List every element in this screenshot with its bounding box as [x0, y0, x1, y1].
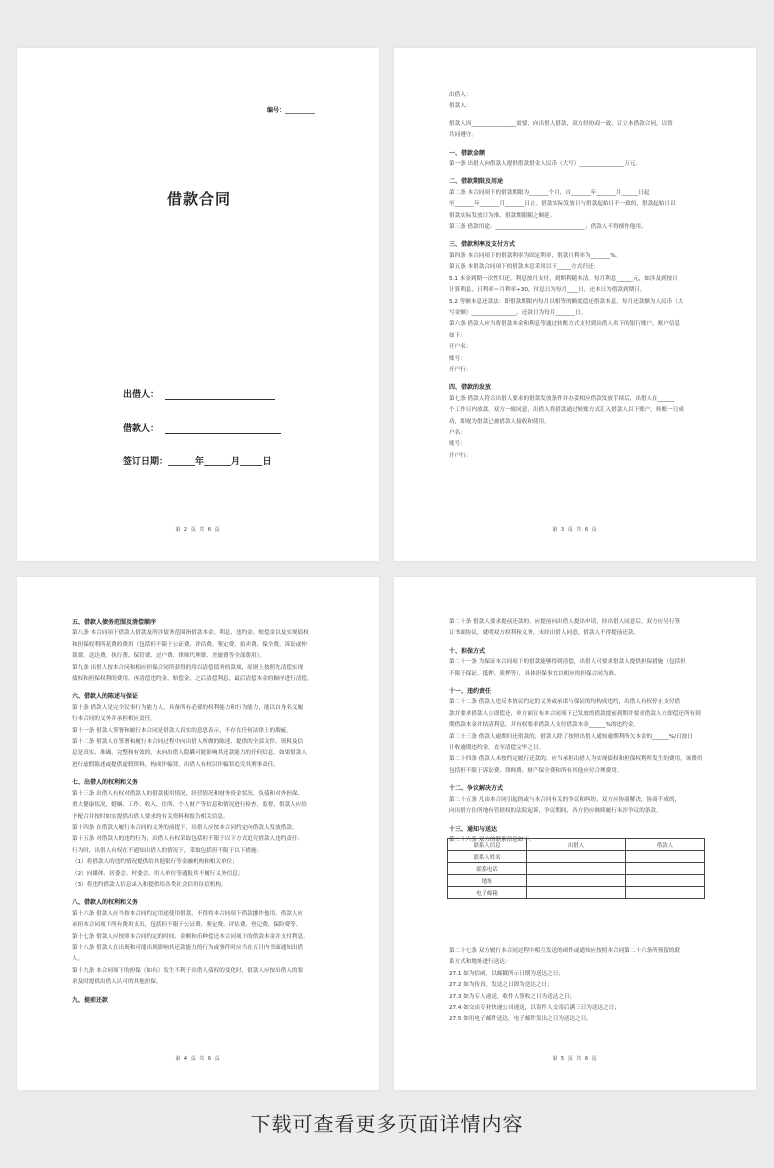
- paragraph-line: 第十五条 对借款人的违约行为，出借人有权采取包括但不限于以下方式追究借款人违约责任：: [72, 836, 304, 843]
- document-page-2: [394, 48, 756, 561]
- paragraph-line: 第二十四条 借款人未按约定履行还款的，应当承担出借人为实现债权和担保权利所发生的费用，该费用: [449, 756, 703, 763]
- paragraph-line: 债权和担保权利的费用，再清偿违约金、赔偿金，之后清偿利息，最后清偿本金的顺序进行清偿。: [72, 676, 313, 683]
- page-body-top: [449, 617, 714, 846]
- paragraph-line: 第二十六条 双方的联系信息如下：: [449, 836, 535, 843]
- table-row: [448, 851, 705, 863]
- paragraph-line: 不限于保证、抵押、质押等），具体担保事宜以相应的担保合同为准。: [449, 670, 620, 677]
- paragraph-line: 息是真实、准确、完整和有效的，未向出借人隐瞒可能影响其还款能力的任何信息。如果借款人: [72, 750, 307, 757]
- table-header-cell: 借款人: [626, 839, 705, 851]
- paragraph-line: 裁费、送达费、执行费、保管费、过户费、律师代理费、差旅费等全部费用）。: [72, 653, 265, 660]
- page-number: 第 4 页 共 6 页: [175, 1056, 221, 1062]
- paragraph-line: 第十四条 在借款人履行本合同的义务的前提下，出借人应按本合同约定向借款人发放借款。: [72, 824, 298, 831]
- table-cell: [626, 863, 705, 875]
- paragraph-line: 重大健康状况、婚姻、工作、收入、住所、个人财产等信息和情况进行检查、监督，借款人应给: [72, 802, 307, 809]
- paragraph-line: 功，即视为借款已被借款人接收和使用。: [449, 418, 550, 425]
- table-cell: [626, 851, 705, 863]
- table-row: [448, 887, 705, 899]
- page-number: 第 5 页 共 6 页: [552, 1056, 598, 1062]
- paragraph-line: 计收逾期违约金，直至清偿完毕之日。: [449, 745, 545, 752]
- paragraph-line: 第二十一条 为保证本合同项下的借款能够得到清偿，出借人可要求借款人提供担保措施（包括但: [449, 659, 686, 666]
- contact-info-table: [447, 838, 705, 899]
- table-header-cell: 出借人: [527, 839, 626, 851]
- table-cell: [527, 851, 626, 863]
- borrower-signature-line: [123, 421, 281, 434]
- paragraph-line: 户名：: [449, 429, 466, 436]
- paragraph-line: 写金额）________________，还款日为每月_______日。: [449, 309, 587, 316]
- section-heading: 三、借款利率及支付方式: [449, 241, 516, 249]
- paragraph-line: 账号：: [449, 441, 466, 448]
- table-cell: [626, 887, 705, 899]
- paragraph-line: 第七条 借款人符合出借人要求的借款发放条件并办妥相应借款发放手续后，出借人在______: [449, 395, 675, 402]
- table-header-row: [448, 839, 705, 851]
- table-header-cell: 联系人信息: [448, 839, 527, 851]
- paragraph-line: 求及时提供出借人认可的其他担保。: [72, 979, 162, 986]
- paragraph-line: 第一条 出借人向借款人提供借款借金人民币（大写）________________万元。: [449, 161, 641, 168]
- paragraph-line: 借款人因________________需要，向出借人借款，双方经协商一致，订立本借款合同，以资: [449, 120, 673, 127]
- paragraph-line: （2）向媒体、居委会、村委会、用人单位等通报其不履行义务信息；: [72, 870, 244, 877]
- page-number: 第 2 页 共 6 页: [175, 527, 221, 533]
- table-row-label: 联系人姓名: [448, 851, 527, 863]
- paragraph-line: 行为时，出借人有权在不通知出借人的情况下，采取包括但不限于以下措施：: [72, 847, 263, 854]
- table-row-label: 联系电话: [448, 863, 527, 875]
- paragraph-line: 行本合同的义务并承担相应责任。: [72, 716, 156, 723]
- document-page-4: [394, 577, 756, 1090]
- paragraph-line: 借款实际发放日为准，借款期限随之顺延。: [449, 212, 556, 219]
- paragraph-line: 5.1 本金到期一次性归还，利息按月支付，到期利随本清。每月利息______元，如涉及到按日: [449, 275, 678, 282]
- table-cell: [527, 875, 626, 887]
- contract-number-label: 编号：__________: [267, 107, 316, 114]
- paragraph-line: 第二十二条 借款人违反本协议约定的义务或承诺与保证的均构成违约，出借人有权停止支付借: [449, 699, 681, 706]
- table-row: [448, 875, 705, 887]
- paragraph-line: 第十条 借款人是完全民事行为能力人，具备所有必要的权利能力和行为能力，能以自身名义履: [72, 704, 304, 711]
- paragraph-line: 第六条 借款人应当将借款本金和利息等通过转账方式支付到出借人名下的银行账户，账户信息: [449, 321, 681, 328]
- paragraph-line: 订书面协议，就明双方权利和义务。未经出借人同意，借款人不得提前还款。: [449, 630, 640, 637]
- paragraph-line: 承担本合同项下所有费用支出，包括但不限于公证费、鉴定费、评估费、登记费、保险费等。: [72, 922, 302, 929]
- paragraph-line: 系方式和地址进行送达：: [449, 959, 511, 966]
- paragraph-line: 期借款本金并结清利息，并有权要求借款人支付借款本金______%的违约金。: [449, 722, 639, 729]
- table-cell: [527, 863, 626, 875]
- section-heading: 一、借款金额: [449, 149, 486, 157]
- borrower-label: 借款人：: [123, 424, 160, 434]
- table-row-label: 地址: [448, 875, 527, 887]
- paragraph-line: 账号：: [449, 355, 466, 362]
- paragraph-line: 第十一条 借款人签署和履行本合同是借款人真实的意思表示，不存在任何法律上的瑕疵。: [72, 727, 292, 734]
- page-body: [449, 90, 714, 462]
- section-heading: 六、借款人的陈述与保证: [72, 693, 139, 701]
- paragraph-line: 第二十三条 借款人逾期归还借款的，借款人除了按照出借人通知逾期利所欠本金的______%/日按日: [449, 733, 693, 740]
- section-heading: 五、借款人债务范围及清偿顺序: [72, 619, 157, 626]
- table-row: [448, 863, 705, 875]
- section-heading: 十二、争议解决方式: [449, 785, 504, 793]
- paragraph-line: 第十七条 借款人应按照本合同约定的时间、金额和币种偿还本合同项下的借款本金并支付利息。: [72, 933, 309, 940]
- paragraph-line: 向出借方住所地有管辖权的法院起诉，争议期间，各方仍应继续履行未涉争议的条款。: [449, 808, 662, 815]
- sign-date: 签订日期：______年______月_____日: [123, 457, 272, 467]
- paragraph-line: 计算利息，日利率＝月利率÷30，付息日为每月____日，还本日为借款到期日。: [449, 287, 646, 294]
- page-number: 第 3 页 共 6 页: [552, 527, 598, 533]
- paragraph-line: 如下：: [449, 332, 466, 339]
- paragraph-line: 27.2 如为传真，发送之日即为送达之日；: [449, 982, 553, 989]
- paragraph-line: 第十六条 借款人应当按本合同约定用途使用借款，不得将本合同项下借款挪作他用。借款人应: [72, 910, 304, 917]
- section-heading: 二、借款期限及用途: [449, 178, 504, 186]
- paragraph-line: 借款人：: [449, 103, 472, 110]
- section-heading: 十一、违约责任: [449, 688, 492, 696]
- paragraph-line: 第四条 本合同项下的借款利率为固定利率，借款月利率为_______%。: [449, 252, 622, 259]
- paragraph-line: 27.3 如为专人递送，收件人签收之日为送达之日；: [449, 993, 576, 1000]
- paragraph-line: 第二条 本合同项下的借款期限为_______个月，自_______年_______月______日起: [449, 189, 650, 196]
- contract-title: 借款合同: [167, 190, 232, 208]
- paragraph-line: 出借人：: [449, 92, 472, 98]
- table-cell: [626, 875, 705, 887]
- paragraph-line: 第二十七条 双方履行本合同过程中相互发送的函件或通知应按照本合同第二十六条所预留的联: [449, 948, 681, 954]
- section-heading: 九、提前还款: [72, 996, 109, 1004]
- paragraph-line: 开户行：: [449, 366, 472, 373]
- section-heading: 十三、通知与送达: [449, 825, 498, 833]
- table-row-label: 电子邮箱: [448, 887, 527, 899]
- paragraph-line: 27.4 如交由专业快递公司递送，以寄件人交寄后满三日为送达之日；: [449, 1005, 620, 1012]
- paragraph-line: 27.1 如为信函，以邮戳所示日期为送达之日；: [449, 970, 564, 977]
- paragraph-line: 包括但不限于诉讼费、律师费、财产保全费和所有其他应付合理费用。: [449, 767, 623, 774]
- paragraph-line: 和担保权利所花费的费用（包括但不限于公证费、评估费、鉴定费、拍卖费、保全费、诉讼或仲: [72, 641, 307, 648]
- paragraph-line: 第十八条 借款人在出现和可能出现影响其还款能力的行为或事件时应当在五日内书面通知出借: [72, 944, 304, 951]
- paragraph-line: 共同遵守。: [449, 132, 477, 139]
- paragraph-line: 予配合并按时如实提供出借人要求的有关资料和报告相关信息。: [72, 813, 229, 820]
- document-page-cover: [17, 48, 379, 561]
- paragraph-line: 第十三条 出借人有权对借款人的借款使用情况、经营情况和财务资金状况、负债和对外担保、: [72, 790, 304, 797]
- borrower-blank: [165, 425, 281, 434]
- paragraph-line: 第十二条 借款人在签署和履行本合同过程中向出借人所做的陈述、提供的全部文件、资料及信: [72, 739, 304, 746]
- paragraph-line: （3）将违约借款人信息录入和提供给各类社会信用征信机构。: [72, 881, 227, 888]
- page-body: [72, 617, 337, 1006]
- paragraph-line: 第五条 本借款合同项下的借款本息采用以下_____方式归还：: [449, 264, 600, 271]
- section-heading: 七、出借人的权利和义务: [72, 779, 139, 787]
- table-cell: [527, 887, 626, 899]
- paragraph-line: （1）将借款人的违约情况提供给其他银行等金融机构和相关单位；: [72, 859, 238, 866]
- paragraph-line: 人。: [72, 956, 84, 963]
- paragraph-line: 第八条 本合同项下借款人借款及所涉债务范围指借款本金、利息、违约金、赔偿金以及实现债权: [72, 630, 309, 637]
- section-heading: 四、借款的发放: [449, 384, 492, 392]
- paragraph-line: 5.2 等额本息还款法：即借款期限内每月以相等的额度偿还借款本息，每月还款额为人民币（大: [449, 298, 684, 305]
- paragraph-line: 27.5 如用电子邮件送达，电子邮件发出之日为送达之日。: [449, 1016, 592, 1023]
- section-heading: 十、担保方式: [449, 647, 486, 655]
- page-body-bottom: [449, 946, 714, 1026]
- paragraph-line: 个工作日内放款。双方一致同意，出借人将借款通过转账方式汇入借款人以下账户，转账一日成: [449, 407, 684, 414]
- paragraph-line: 第二十条 借款人要求提前还款的，应提前向出借人提出申请，经出借人同意后，双方应另行签: [449, 619, 681, 625]
- paragraph-line: 进行虚假陈述或提供虚假资料，构成诈骗罪，出借人有权以诈骗罪追究其刑事责任。: [72, 761, 279, 768]
- paragraph-line: 开户行：: [449, 452, 472, 459]
- paragraph-line: 至_______年_______月_______日止。借款实际发放日与借款起始日不一致的，借款起始日以: [449, 201, 676, 208]
- lender-label: 出借人：: [123, 390, 160, 400]
- document-page-3: [17, 577, 379, 1090]
- paragraph-line: 开户名：: [449, 344, 472, 351]
- paragraph-line: 第九条 出借人按本合同和相应担保合同所获得的用以清偿债务的款项，原则上按照先清偿实现: [72, 664, 304, 671]
- paragraph-line: 第三条 借款用途：________________________________；借款人不得擅作他用。: [449, 224, 647, 231]
- paragraph-line: 第十九条 本合同项下的担保（如有）发生不利于出借人债权的变化时，借款人应按出借人的要: [72, 967, 304, 974]
- lender-blank: [165, 391, 275, 400]
- download-more-caption: 下载可查看更多页面详情内容: [250, 1112, 524, 1136]
- paragraph-line: 第二十五条 凡由本合同引起的或与本合同有关的争议和纠纷，双方应协商解决，协商不成的，: [449, 796, 681, 803]
- paragraph-line: 款并要求借款人立即偿还，单方面宣布本合同项下已发放的借款提前到期并要求借款人立即偿还所有到: [449, 710, 701, 717]
- lender-signature-line: [123, 387, 275, 400]
- section-heading: 八、借款人的权利和义务: [72, 899, 139, 907]
